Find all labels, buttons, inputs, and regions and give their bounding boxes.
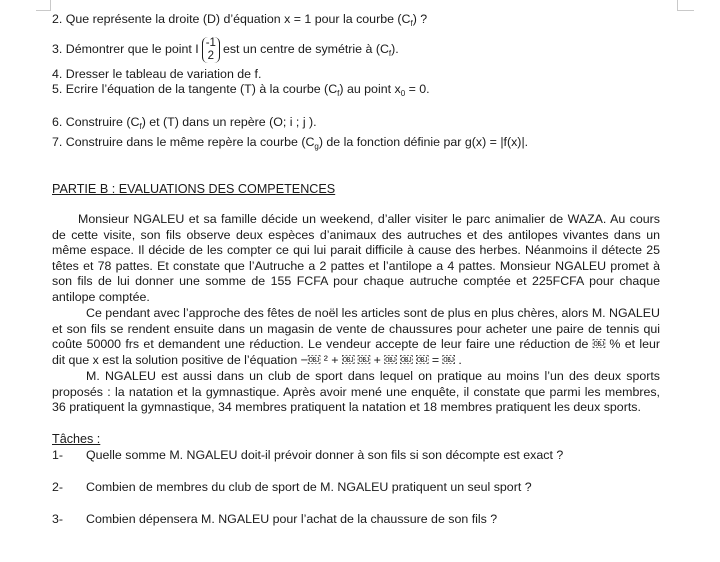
- task-item: 3- Combien dépensera M. NGALEU pour l’achat de la chaussure de son fils ?: [52, 511, 498, 526]
- tasks-heading: Tâches :: [52, 431, 101, 446]
- task-item: 2- Combien de membres du club de sport de M. NGALEU pratiquent un seul sport ?: [52, 479, 532, 494]
- question-2: 2. Que représente la droite (D) d’équation x = 1 pour la courbe $(C_f)$ ?: [52, 12, 428, 28]
- question-6: 6. Construire $(C_f)$ et (T) dans un repère (O; i ; j ).: [52, 115, 317, 131]
- paragraph-sport: M. NGALEU est aussi dans un club de sport dans lequel on pratique au moins l’un des deux sports proposés : la natation et la gymnastique. Après avoir mené une enquête, il constate que parmi les membres, 36 pratiquent la gymnastique, 34 membres pratiquent la natation et 18 membres pratiquent les deux sports.: [52, 369, 660, 414]
- paragraph-zoo: Monsieur NGALEU et sa famille décide un weekend, d’aller visiter le parc animalier de WAZA. Au cours de cette visite, son fils observe deux espèces d’animaux des autruches et des antilopes vivantes dans un même espace. Il décide de les compter ce qui lui parait difficile à cause des herbes. Néanmoins il détecte 25 têtes et 78 pattes. Et constate que l’Autruche a 2 pattes et l’antilope a 4 pattes. Monsieur NGALEU promet à son fils de lui donner une somme de 155 FCFA pour chaque autruche comptée et 225FCFA pour chaque antilope comptée.: [52, 212, 660, 304]
- document-page: [52, 10, 660, 527]
- question-7: 7. Construire dans le même repère la courbe $(C_g)$ de la fonction définie par g(x) = |f(x)|.: [52, 135, 529, 151]
- question-4: 4. Dresser le tableau de variation de f.: [52, 67, 262, 81]
- paragraph-shoes: Ce pendant avec l’approche des fêtes de noël les articles sont de plus en plus chères, alors M. NGALEU et son fils se rendent ensuite dans un magasin de vente de chaussures pour acheter une paire de tennis qui coûte 50000 frs et demandent une réduction. Le vendeur accepte de leur faire une réduction de ￼ % et leur dit que x est la solution positive de l’équation −￼ ² + ￼ ￼ + ￼ ￼ ￼ = ￼ .: [52, 306, 660, 367]
- question-5: 5. Ecrire l’équation de la tangente (T) à la courbe $(C_f)$ au point $x_0 = 0$.: [52, 82, 430, 98]
- section-heading: PARTIE B : EVALUATIONS DES COMPETENCES: [52, 182, 336, 196]
- point-coordinates: -1 2: [202, 37, 220, 63]
- page-corner-mark-right: [677, 0, 694, 11]
- task-item: 1- Quelle somme M. NGALEU doit-il prévoir donner à son fils si son décompte est exact ?: [52, 447, 564, 462]
- page-corner-mark-left: [36, 0, 51, 11]
- question-3: 3. Démontrer que le point I -1 2 est un centre de symétrie à $(C_f)$.: [52, 36, 399, 62]
